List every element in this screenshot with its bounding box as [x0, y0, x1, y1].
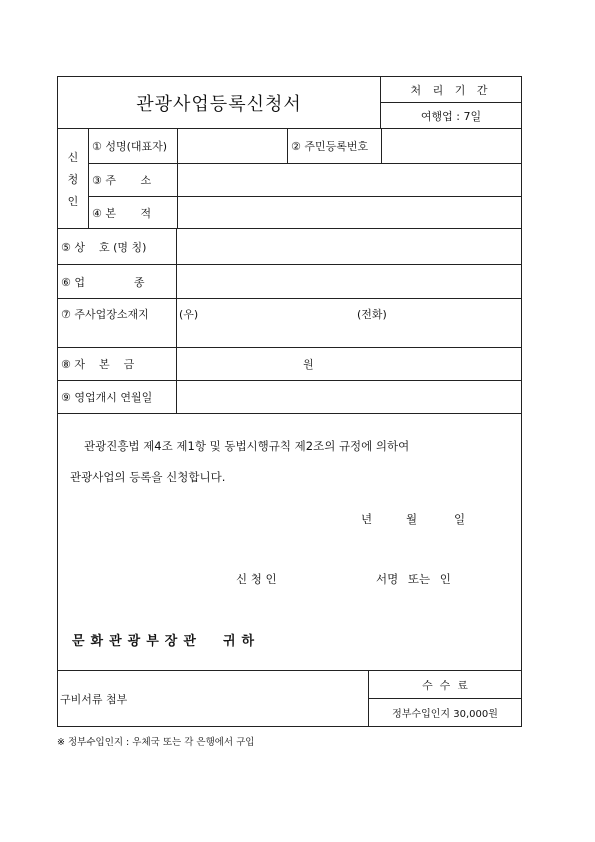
form-title: 관광사업등록신청서 — [136, 93, 302, 115]
footer-row — [58, 671, 521, 726]
name-label: ① 성명(대표자) — [92, 140, 168, 153]
domicile-row — [89, 196, 521, 229]
fee-label: 수 수 료 — [369, 671, 521, 699]
location-zip: (우) — [179, 308, 199, 321]
start-date-row — [58, 381, 521, 414]
fee-box — [368, 671, 521, 726]
address-row — [89, 163, 521, 197]
group-char-1: 신 — [67, 150, 79, 164]
applicant-sign-label: 신 청 인 — [236, 572, 277, 586]
name-field[interactable] — [177, 129, 287, 163]
capital-field[interactable] — [176, 348, 521, 380]
date-day: 일 — [454, 512, 466, 526]
capital-label: ⑧ 자 본 금 — [61, 358, 135, 371]
fee-value: 정부수입인지 30,000원 — [392, 709, 498, 720]
trade-name-field[interactable] — [176, 229, 521, 264]
start-date-label: ⑨ 영업개시 연월일 — [61, 391, 153, 404]
date-year: 년 — [361, 512, 373, 526]
sign-or-seal: 서명 또는 인 — [376, 572, 451, 586]
applicant-rows — [88, 129, 521, 228]
statement-line-1: 관광진흥법 제4조 제1항 및 동법시행규칙 제2조의 규정에 의하여 — [84, 439, 410, 453]
business-row — [58, 265, 521, 299]
footnote: ※ 정부수입인지 : 우체국 또는 각 은행에서 구입 — [57, 737, 255, 748]
location-phone: (전화) — [357, 308, 387, 321]
business-label: ⑥ 업 종 — [61, 275, 145, 289]
id-field[interactable] — [381, 129, 521, 163]
group-char-3: 인 — [67, 194, 79, 208]
processing-value: 여행업 : 7일 — [420, 109, 482, 123]
processing-label: 처 리 기 간 — [381, 77, 521, 103]
domicile-label: ④ 본 적 — [92, 206, 152, 220]
business-field[interactable] — [176, 265, 521, 298]
trade-name-label: ⑤ 상 호 (명 칭) — [61, 240, 147, 254]
statement-block — [58, 414, 521, 671]
header-row — [58, 77, 521, 129]
date-month: 월 — [406, 512, 418, 526]
address-field[interactable] — [177, 163, 521, 196]
capital-row — [58, 348, 521, 381]
applicant-group-label — [58, 129, 88, 228]
location-label: ⑦ 주사업장소재지 — [61, 308, 149, 321]
statement-line-2: 관광사업의 등록을 신청합니다. — [70, 470, 226, 484]
applicant-block — [58, 129, 521, 229]
start-date-field[interactable] — [176, 381, 521, 413]
id-label: ② 주민등록번호 — [287, 129, 381, 163]
group-char-2: 청 — [67, 172, 79, 186]
attachments: 구비서류 첨부 — [60, 692, 128, 706]
registration-form — [57, 76, 522, 727]
recipient: 문화관광부장관 귀하 — [72, 634, 261, 649]
address-label: ③ 주 소 — [92, 173, 152, 187]
capital-unit: 원 — [303, 358, 314, 371]
location-row — [58, 299, 521, 348]
domicile-field[interactable] — [177, 196, 521, 229]
location-field[interactable] — [176, 299, 521, 347]
name-row — [89, 129, 521, 164]
trade-name-row — [58, 229, 521, 265]
processing-box — [380, 77, 521, 128]
